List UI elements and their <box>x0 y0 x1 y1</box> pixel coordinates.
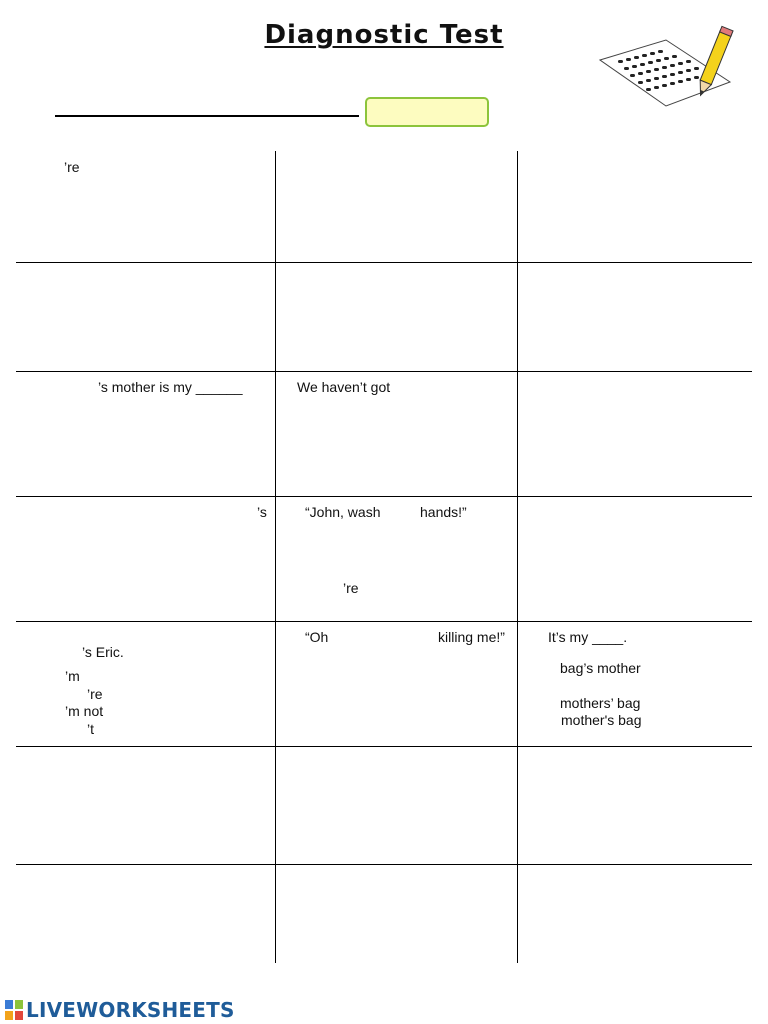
page-title: Diagnostic Test <box>264 20 504 50</box>
question-text: ’m not <box>65 703 104 719</box>
liveworksheets-logo-icon <box>5 1000 23 1020</box>
liveworksheets-logo[interactable] <box>5 998 235 1022</box>
table-column-divider <box>517 151 518 963</box>
table-row-divider <box>16 496 752 497</box>
table-column-divider <box>275 151 276 963</box>
question-text: ’re <box>343 580 359 596</box>
question-text: ’m <box>65 668 80 684</box>
table-row-divider <box>16 621 752 622</box>
footer-brand-text: LIVEWORKSHEETS <box>26 998 235 1022</box>
question-text: “John, wash <box>305 504 381 520</box>
question-text: ’s <box>257 504 267 520</box>
table-row-divider <box>16 746 752 747</box>
name-answer-box[interactable] <box>365 97 489 127</box>
table-row-divider <box>16 864 752 865</box>
question-text: ’re <box>64 159 80 175</box>
question-text: We haven’t got <box>297 379 391 395</box>
question-text: “Oh <box>305 629 329 645</box>
pencil-answer-sheet-icon <box>596 22 736 110</box>
name-answer-line[interactable] <box>55 115 359 117</box>
answer-option: mothers’ bag <box>560 695 641 711</box>
question-text: killing me!” <box>438 629 505 645</box>
answer-option: mother's bag <box>561 712 642 728</box>
question-text: ’s mother is my ______ <box>98 379 243 395</box>
question-text: ’t <box>87 721 94 737</box>
table-row-divider <box>16 262 752 263</box>
question-text: hands!” <box>420 504 467 520</box>
question-text: ’s Eric. <box>82 644 124 660</box>
table-row-divider <box>16 371 752 372</box>
question-text: It’s my ____. <box>548 629 628 645</box>
question-text: ’re <box>87 686 103 702</box>
answer-option: bag’s mother <box>560 660 641 676</box>
